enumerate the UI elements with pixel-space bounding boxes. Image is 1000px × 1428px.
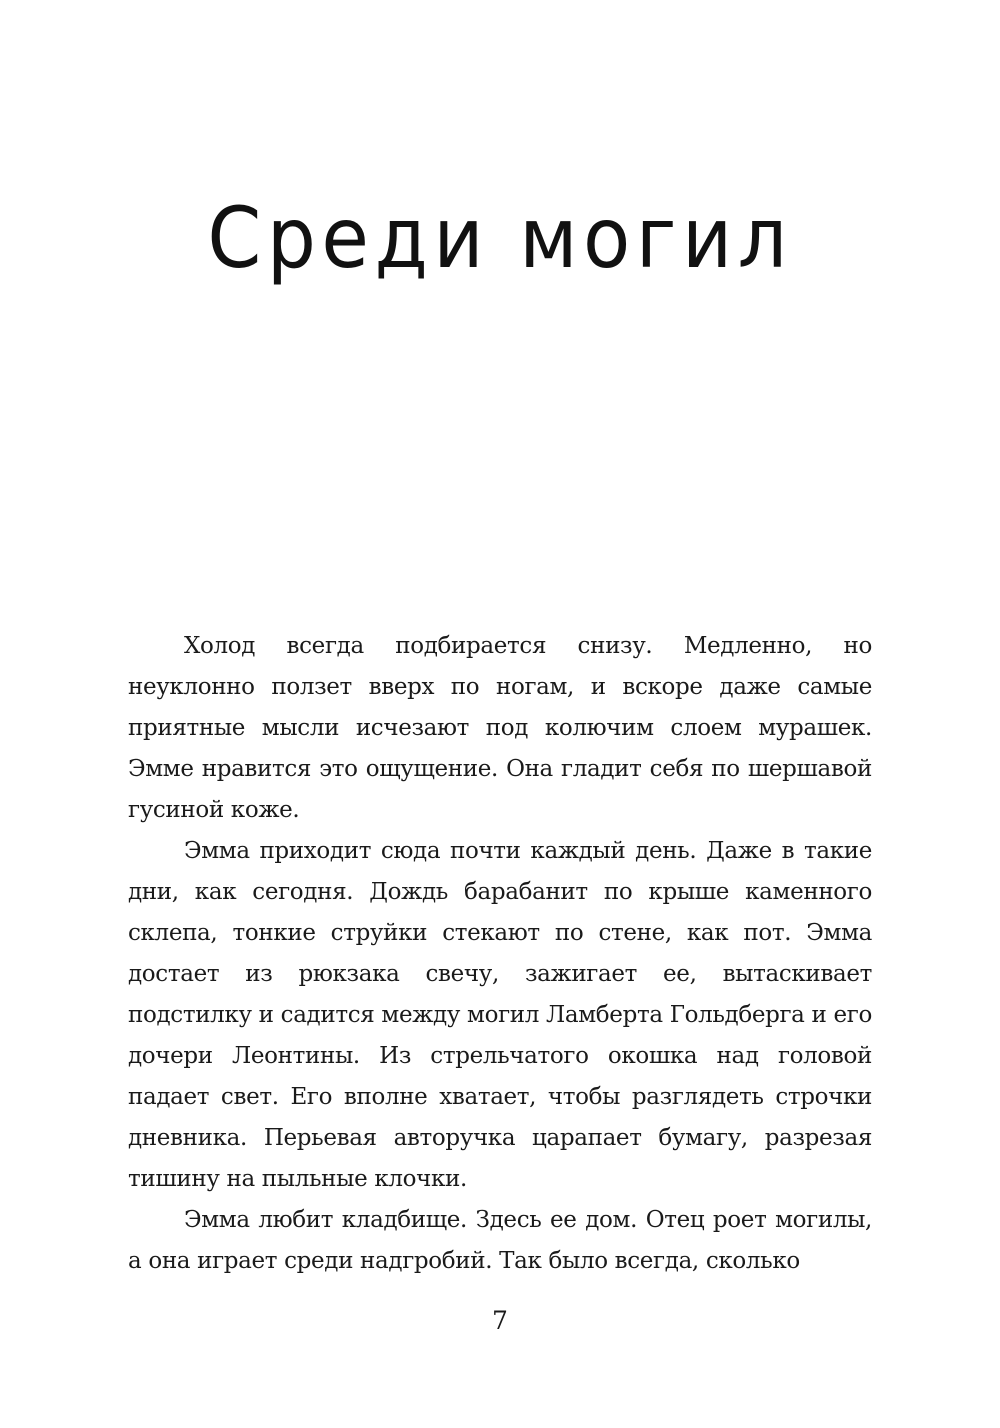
paragraph: Эмма приходит сюда почти каждый день. Даже в такие дни, как сегодня. Дождь барабанит по крыше каменного склепа, тонкие струйки стекают по стене, как пот. Эмма достает из рюкзака свечу, зажигает ее, вытаскивает подстилку и садится между могил Ламберта Гольдберга и его дочери Леонтины. Из стрельчатого окошка над головой падает свет. Его вполне хватает, чтобы разглядеть строчки дневника. Перьевая авторучка царапает бумагу, разрезая тишину на пыльные клочки. [128, 838, 872, 1192]
paragraph: Эмма любит кладбище. Здесь ее дом. Отец роет могилы, а она играет среди надгробий. Так было всегда, сколько [128, 1207, 872, 1274]
body-text [128, 626, 872, 1282]
page-number: 7 [492, 1306, 508, 1335]
chapter-title: Среди могил [207, 189, 793, 287]
paragraph: Холод всегда подбирается снизу. Медленно, но неуклонно ползет вверх по ногам, и вскоре даже самые приятные мысли исчезают под колючим слоем мурашек. Эмме нравится это ощущение. Она гладит себя по шершавой гусиной коже. [128, 633, 872, 823]
